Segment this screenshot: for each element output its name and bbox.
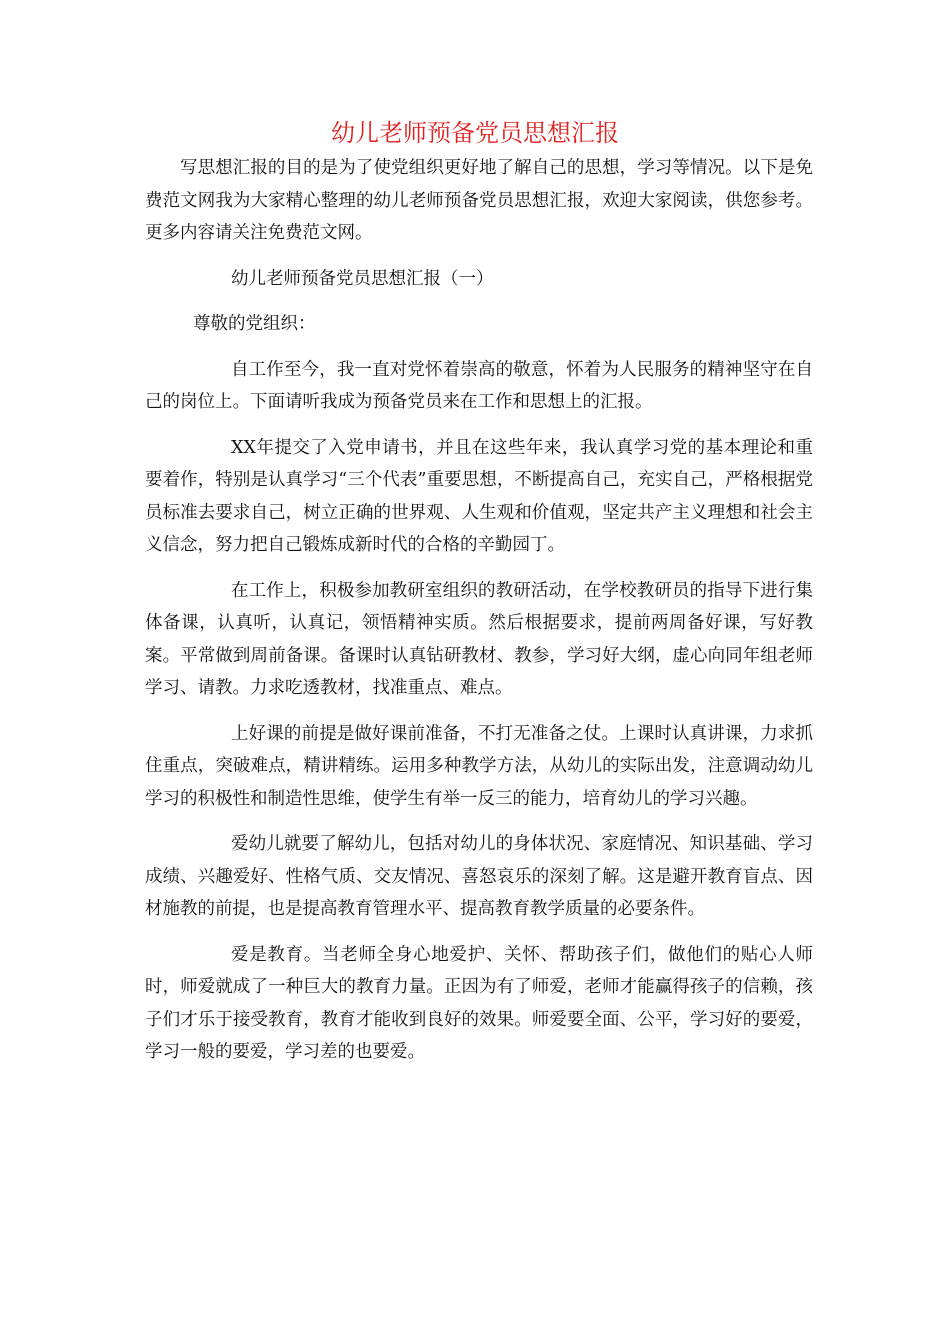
intro-paragraph: 写思想汇报的目的是为了使党组织更好地了解自己的思想，学习等情况。以下是免费范文网我为大家精心整理的幼儿老师预备党员思想汇报，欢迎大家阅读，供您参考。更多内容请关注免费范文网。 [145,158,813,243]
body-paragraph: XX年提交了入党申请书，并且在这些年来，我认真学习党的基本理论和重要着作，特别是认真学习“三个代表”重要思想，不断提高自己，充实自己，严格根据党员标准去要求自己，树立正确的世界观、人生观和价值观，坚定共产主义理想和社会主义信念，努力把自己锻炼成新时代的合格的辛勤园丁。 [145,437,813,555]
body-paragraph: 爱是教育。当老师全身心地爱护、关怀、帮助孩子们，做他们的贴心人师时，师爱就成了一种巨大的教育力量。正因为有了师爱，老师才能赢得孩子的信赖，孩子们才乐于接受教育，教育才能收到良好的效果。师爱要全面、公平，学习好的要爱，学习一般的要爱，学习差的也要爱。 [145,944,813,1062]
body-paragraph: 自工作至今，我一直对党怀着崇高的敬意，怀着为人民服务的精神坚守在自己的岗位上。下面请听我成为预备党员来在工作和思想上的汇报。 [145,359,813,412]
document-body [145,152,813,1082]
salutation: 尊敬的党组织： [193,314,316,334]
body-paragraph: 爱幼儿就要了解幼儿，包括对幼儿的身体状况、家庭情况、知识基础、学习成绩、兴趣爱好、性格气质、交友情况、喜怒哀乐的深刻了解。这是避开教育盲点、因材施教的前提，也是提高教育管理水平、提高教育教学质量的必要条件。 [145,834,813,919]
body-paragraph: 上好课的前提是做好课前准备，不打无准备之仗。上课时认真讲课，力求抓住重点，突破难点，精讲精练。运用多种教学方法，从幼儿的实际出发，注意调动幼儿学习的积极性和制造性思维，使学生有举一反三的能力，培育幼儿的学习兴趣。 [145,723,813,809]
document-title: 幼儿老师预备党员思想汇报 [331,119,619,147]
body-paragraph: 在工作上，积极参加教研室组织的教研活动，在学校教研员的指导下进行集体备课，认真听，认真记，领悟精神实质。然后根据要求，提前两周备好课，写好教案。平常做到周前备课。备课时认真钻研教材、教参，学习好大纲，虚心向同年组老师学习、请教。力求吃透教材，找准重点、难点。 [145,580,813,698]
section-subtitle: 幼儿老师预备党员思想汇报（一） [231,268,494,289]
